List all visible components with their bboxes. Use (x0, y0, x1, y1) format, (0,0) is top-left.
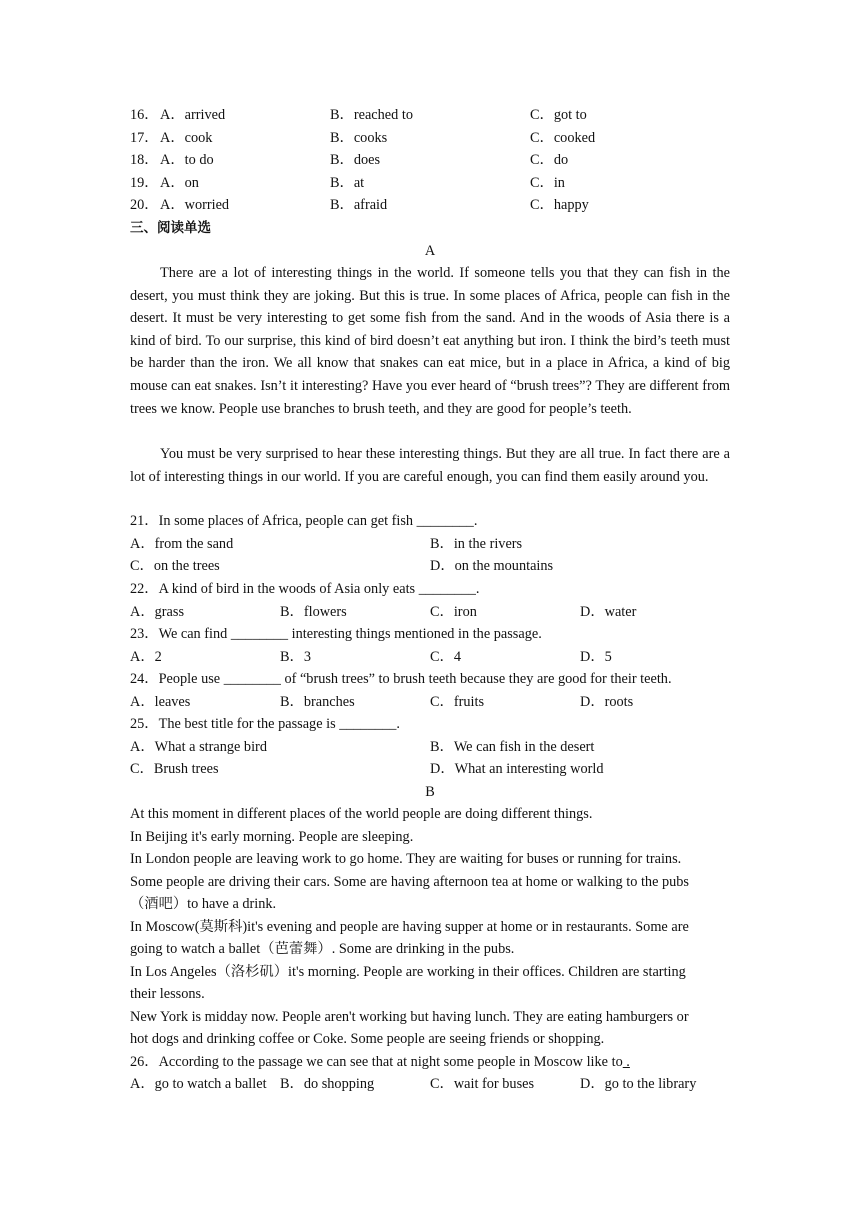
passage-a-paragraph-1: There are a lot of interesting things in the world. If someone tells you that they can fish in the desert, you must think they are joking. But this is true. In some places of Africa, people can fish in the desert. It must be very interesting to get some fish from the sand. And in the woods of Asia there is a kind of bird. To our surprise, this kind of bird doesn’t eat anything but iron. I think the bird’s teeth must be harder than the iron. We all know that snakes can eat mice, but in a place in Africa, a kind of big mouse can eat snakes. Isn’t it interesting? Have you ever heard of “brush trees”? They are different from trees we know. People use branches to brush teeth, and they are good for people’s teeth. (130, 265, 730, 417)
passage-b-line: In London people are leaving work to go home. They are waiting for buses or running for trains. (130, 851, 682, 867)
question-26-text: 26．According to the passage we can see that at night some people in Moscow like to (130, 1054, 623, 1070)
question-25-option-b: B．We can fish in the desert (430, 739, 595, 755)
question-22-stem: 22．A kind of bird in the woods of Asia only eats ________. (130, 581, 480, 597)
option-b: B．does (330, 152, 381, 168)
question-23-option-b: B．3 (280, 649, 311, 665)
question-25-stem: 25．The best title for the passage is ________. (130, 716, 401, 732)
question-22-option-d: D．water (580, 604, 637, 620)
option-a: A．arrived (160, 107, 226, 123)
passage-b-line: going to watch a ballet（芭蕾舞）. Some are drinking in the pubs. (130, 941, 515, 957)
option-a: A．worried (160, 197, 230, 213)
question-26-blank: . (622, 1054, 630, 1070)
question-21-option-c: C．on the trees (130, 558, 220, 574)
question-26-option-b: B．do shopping (280, 1076, 375, 1092)
passage-b-line: （酒吧）to have a drink. (130, 896, 277, 912)
section-title: 三、阅读单选 (130, 220, 211, 236)
passage-b-line: hot dogs and drinking coffee or Coke. Some people are seeing friends or shopping. (130, 1031, 605, 1047)
option-c: C．happy (530, 197, 589, 213)
question-21-option-b: B．in the rivers (430, 536, 523, 552)
passage-b-line: their lessons. (130, 986, 205, 1002)
question-24-option-c: C．fruits (430, 694, 485, 710)
passage-b-heading: B (425, 784, 435, 800)
passage-a-paragraph-2: You must be very surprised to hear these interesting things. But they are all true. In fact there are a lot of interesting things in our world. If you are careful enough, you can find them easily around you. (130, 446, 730, 485)
question-26-stem (130, 1051, 630, 1074)
option-c: C．got to (530, 107, 587, 123)
question-23-option-a: A．2 (130, 649, 162, 665)
option-a: A．cook (160, 130, 213, 146)
question-number: 17． (130, 130, 159, 146)
question-number: 20． (130, 197, 159, 213)
option-b: B．reached to (330, 107, 413, 123)
passage-b-line: New York is midday now. People aren't working but having lunch. They are eating hamburgers or (130, 1009, 689, 1025)
question-24-option-d: D．roots (580, 694, 634, 710)
question-25-option-a: A．What a strange bird (130, 739, 267, 755)
question-21-option-a: A．from the sand (130, 536, 234, 552)
option-b: B．cooks (330, 130, 388, 146)
question-number: 16． (130, 107, 159, 123)
passage-b-line: In Beijing it's early morning. People are sleeping. (130, 829, 414, 845)
question-26-option-d: D．go to the library (580, 1076, 697, 1092)
option-b: B．afraid (330, 197, 388, 213)
question-25-option-d: D．What an interesting world (430, 761, 604, 777)
option-a: A．on (160, 175, 199, 191)
question-24-stem: 24．People use ________ of “brush trees” to brush teeth because they are good for their teeth. (130, 671, 672, 687)
question-25-option-c: C．Brush trees (130, 761, 219, 777)
option-a: A．to do (160, 152, 214, 168)
question-number: 18． (130, 152, 159, 168)
passage-a-heading: A (424, 243, 436, 259)
option-c: C．in (530, 175, 565, 191)
question-23-option-c: C．4 (430, 649, 461, 665)
question-24-option-b: B．branches (280, 694, 355, 710)
passage-b-line: In Moscow(莫斯科)it's evening and people are having supper at home or in restaurants. Some are (130, 919, 689, 935)
passage-b-line: Some people are driving their cars. Some are having afternoon tea at home or walking to the pubs (130, 874, 689, 890)
passage-b-line: At this moment in different places of the world people are doing different things. (130, 806, 593, 822)
question-22-option-a: A．grass (130, 604, 185, 620)
question-23-option-d: D．5 (580, 649, 612, 665)
passage-b-line: In Los Angeles（洛杉矶）it's morning. People are working in their offices. Children are starting (130, 964, 686, 980)
question-number: 19． (130, 175, 159, 191)
question-24-option-a: A．leaves (130, 694, 191, 710)
question-23-stem: 23．We can find ________ interesting things mentioned in the passage. (130, 626, 542, 642)
option-c: C．cooked (530, 130, 596, 146)
question-21-stem: 21．In some places of Africa, people can get fish ________. (130, 513, 478, 529)
option-b: B．at (330, 175, 365, 191)
question-21-option-d: D．on the mountains (430, 558, 554, 574)
question-26-option-a: A．go to watch a ballet (130, 1076, 267, 1092)
option-c: C．do (530, 152, 569, 168)
question-22-option-b: B．flowers (280, 604, 347, 620)
question-26-option-c: C．wait for buses (430, 1076, 535, 1092)
question-22-option-c: C．iron (430, 604, 477, 620)
